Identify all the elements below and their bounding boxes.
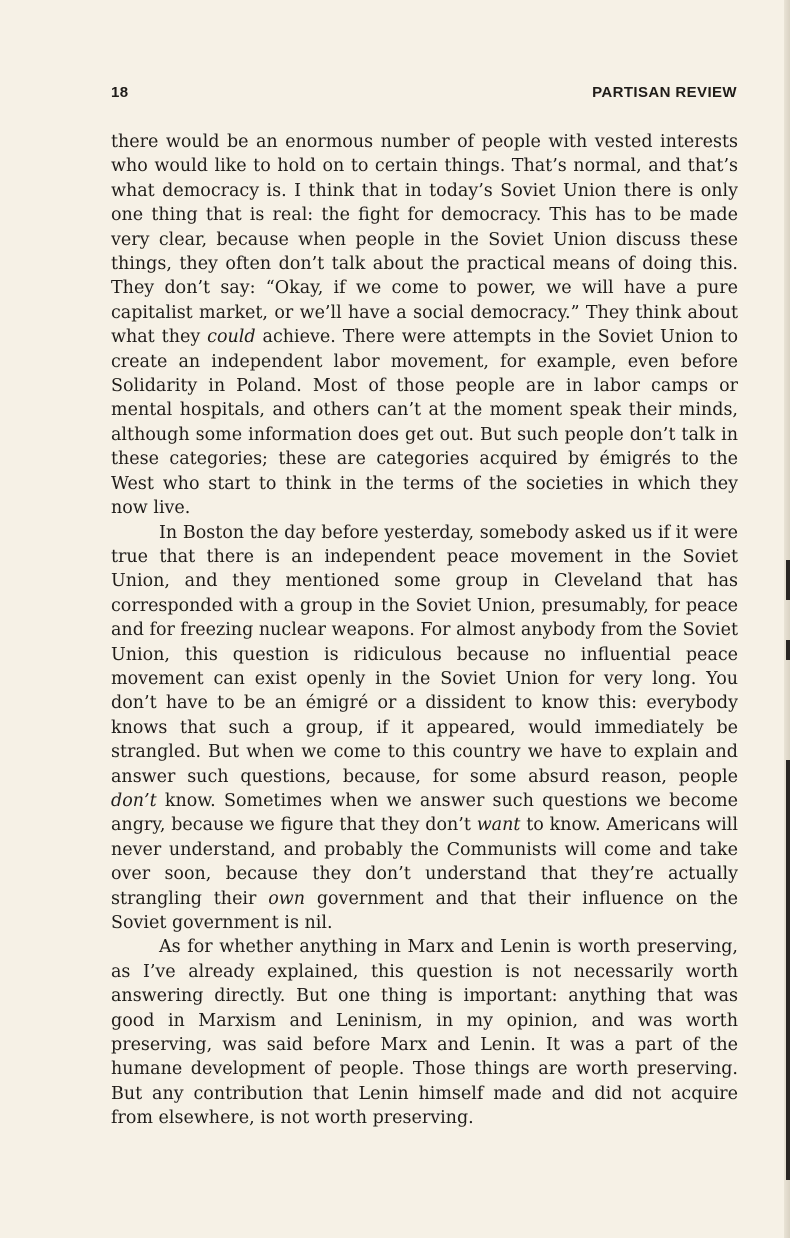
italic-run: own bbox=[268, 888, 306, 909]
text-run: In Boston the day before yesterday, somebody asked us if it were true that there is an independent peace movement in the Soviet Union, and they mentioned some group in Cleveland that has corresponded with a group in the Soviet Union, presumably, for peace and for freezing nuclear weapons. For almost anybody from the Soviet Union, this question is ridiculous because no influential peace movement can exist openly in the Soviet Union for very long. You don’t have to be an émigré or a dissident to know this: everybody knows that such a group, if it appeared, would immediately be strangled. But when we come to this country we have to explain and answer such questions, because, for some absurd reason, people bbox=[111, 522, 738, 787]
text-run: government and that their influence on the Soviet government is nil. bbox=[111, 888, 738, 933]
text-run: there would be an enormous number of people with vested interests who would like to hold on to certain things. That’s normal, and that’s what democracy is. I think that in today’s Soviet Union there is only one thing that is real: the fight for democracy. This has to be made very clear, because when people in the Soviet Union discuss these things, they often don’t talk about the practical means of doing this. They don’t say: “Okay, if we come to power, we will have a pure capitalist market, or we’ll have a social democracy.” They think about what they bbox=[111, 132, 738, 348]
page-edge-mark bbox=[786, 640, 790, 660]
italic-run: want bbox=[476, 815, 521, 836]
page-edge-mark bbox=[786, 560, 790, 600]
page-edge-mark bbox=[786, 760, 790, 1180]
running-head bbox=[111, 84, 737, 108]
text-run: As for whether anything in Marx and Lenin is worth preserving, as I’ve already explained, this question is not necessarily worth answering directly. But one thing is important: anything that was good in Marxism and Leninism, in my opinion, and was worth preserving, was said before Marx and Lenin. It was a part of the humane development of people. Those things are worth preserving. But any contribution that Lenin himself made and did not acquire from elsewhere, is not worth preserving. bbox=[111, 937, 738, 1129]
text-run: achieve. There were attempts in the Soviet Union to create an independent labor movement, for example, even before Solidarity in Poland. Most of those people are in labor camps or mental hospitals, and others can’t at the moment speak their minds, although some information does get out. But such people don’t talk in these categories; these are categories acquired by émigrés to the West who start to think in the terms of the societies in which they now live. bbox=[111, 327, 738, 519]
article-body bbox=[111, 130, 738, 1131]
paragraph-2 bbox=[111, 521, 738, 936]
paragraph-1 bbox=[111, 130, 738, 521]
text-run: know. Sometimes when we answer such questions we become angry, because we figure that they don’t bbox=[111, 790, 738, 836]
text-run: to know. Americans will never understand, and probably the Communists will come and take over soon, because they don’t understand that they’re actually strangling their bbox=[111, 815, 738, 909]
journal-title: PARTISAN REVIEW bbox=[592, 84, 737, 101]
paragraph-3 bbox=[111, 935, 738, 1130]
italic-run: don’t bbox=[111, 790, 157, 811]
page-number: 18 bbox=[111, 84, 129, 101]
italic-run: could bbox=[207, 327, 256, 348]
